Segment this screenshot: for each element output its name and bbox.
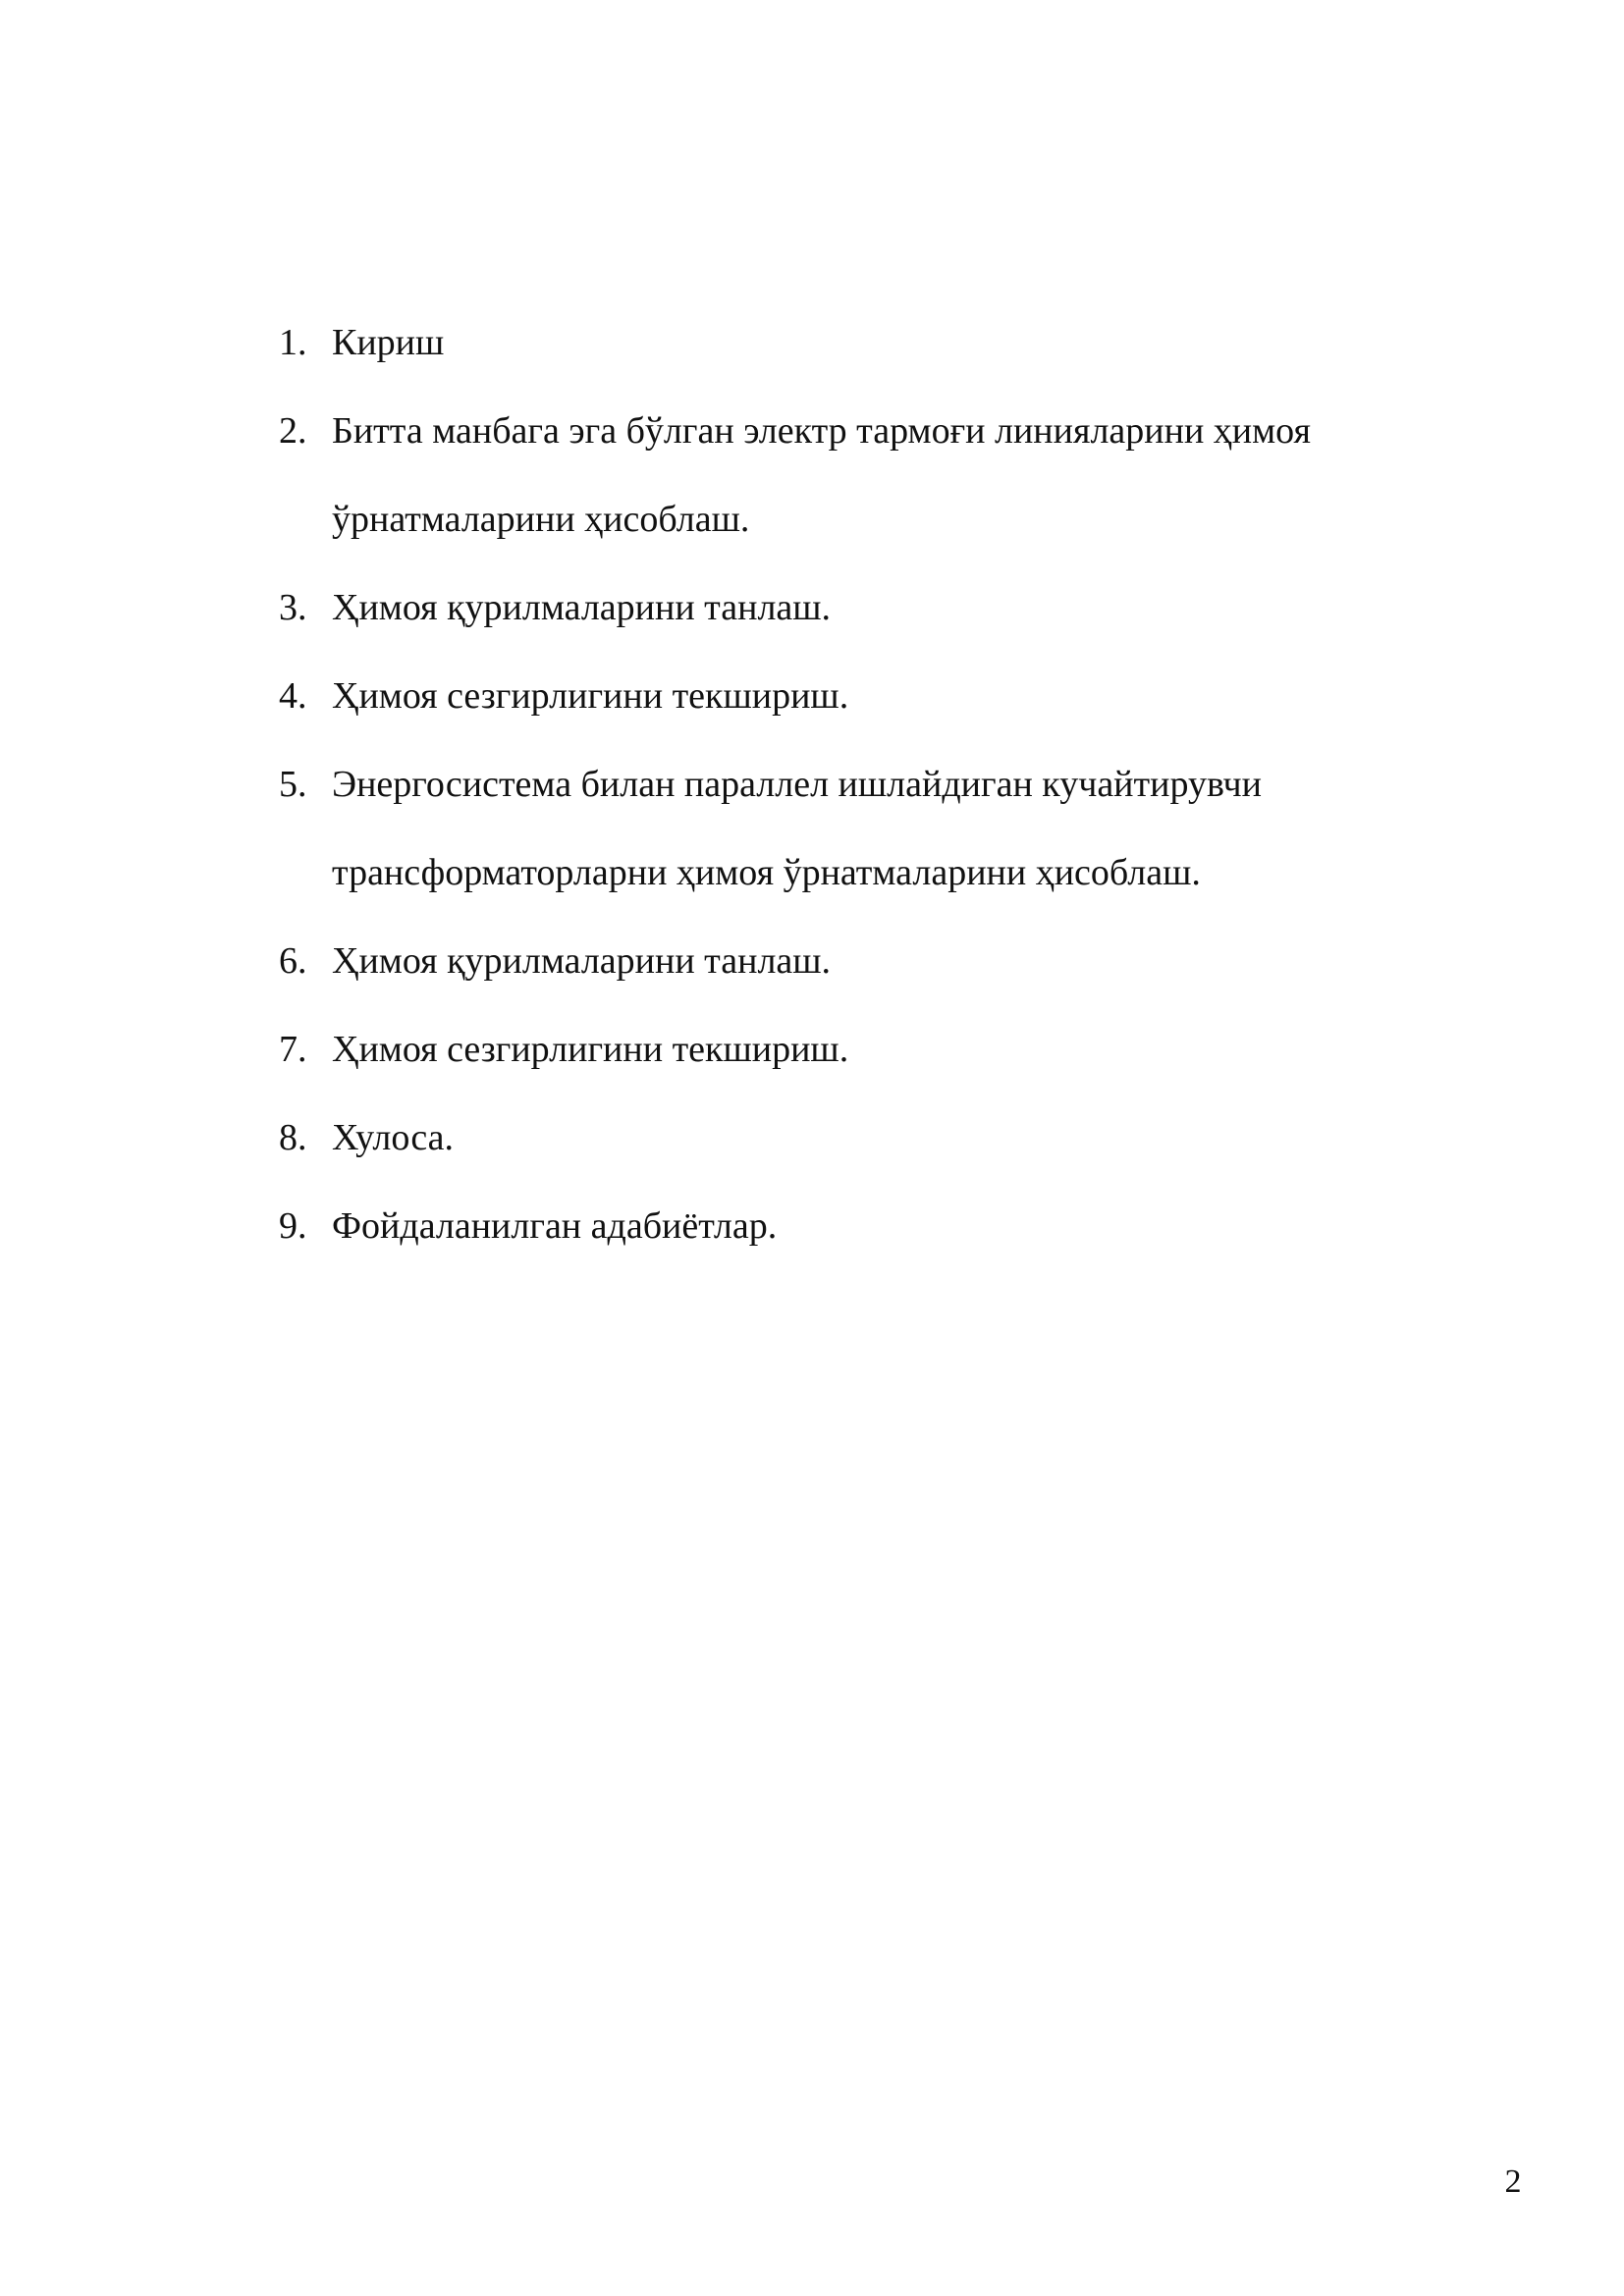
contents-item-number: 6. <box>279 940 307 982</box>
contents-item-text: Ҳимоя сезгирлигини текшириш. <box>332 1029 849 1070</box>
table-of-contents <box>279 298 1408 1270</box>
contents-item-text: Битта манбага эга бўлган электр тармоғи линияларини ҳимоя ўрнатмаларини ҳисоблаш. <box>332 410 1311 540</box>
page-number: 2 <box>1504 2163 1522 2200</box>
contents-item-number: 9. <box>279 1205 307 1247</box>
contents-item-7 <box>279 1005 1408 1094</box>
contents-item-8 <box>279 1094 1408 1182</box>
contents-item-text: Ҳимоя қурилмаларини танлаш. <box>332 940 832 982</box>
contents-item-number: 7. <box>279 1029 307 1070</box>
contents-item-6 <box>279 917 1408 1005</box>
contents-item-number: 1. <box>279 322 307 363</box>
contents-item-text: Фойдаланилган адабиётлар. <box>332 1205 778 1247</box>
contents-item-text: Хулоса. <box>332 1117 455 1158</box>
contents-item-text: Энергосистема билан параллел ишлайдиган кучайтирувчи трансформаторларни ҳимоя ўрнатмаларини ҳисоблаш. <box>332 764 1262 893</box>
contents-item-number: 3. <box>279 587 307 628</box>
contents-item-2 <box>279 387 1408 563</box>
contents-item-number: 5. <box>279 764 307 805</box>
contents-item-3 <box>279 563 1408 652</box>
contents-item-text: Ҳимоя сезгирлигини текшириш. <box>332 675 849 717</box>
contents-item-text: Ҳимоя қурилмаларини танлаш. <box>332 587 832 628</box>
contents-item-text: Кириш <box>332 322 445 363</box>
contents-item-number: 8. <box>279 1117 307 1158</box>
contents-item-1 <box>279 298 1408 387</box>
contents-item-5 <box>279 740 1408 917</box>
contents-item-number: 2. <box>279 410 307 452</box>
contents-item-number: 4. <box>279 675 307 717</box>
contents-item-9 <box>279 1182 1408 1270</box>
contents-item-4 <box>279 652 1408 740</box>
